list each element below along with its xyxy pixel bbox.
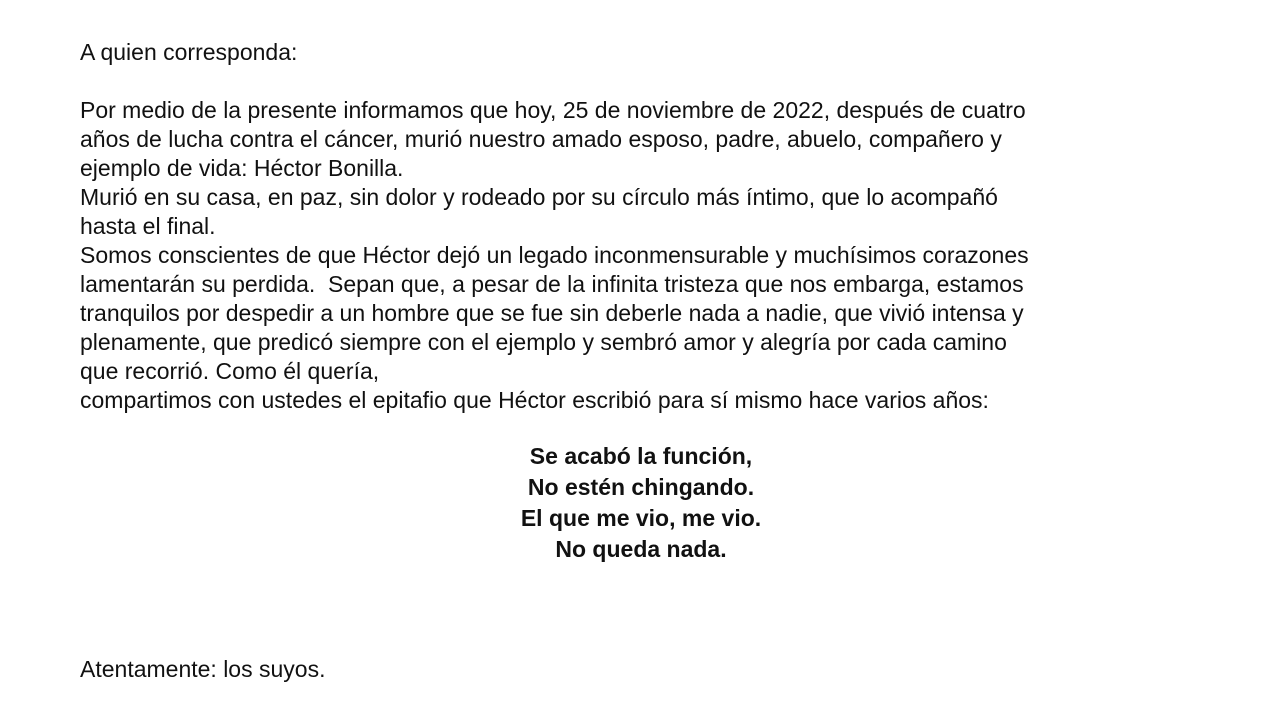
body-line: tranquilos por despedir a un hombre que se fue sin deberle nada a nadie, que vivió intensa y (80, 300, 1024, 326)
epitaph-line: No estén chingando. (527, 474, 755, 500)
body-line: Por medio de la presente informamos que hoy, 25 de noviembre de 2022, después de cuatro (80, 97, 1026, 123)
closing-signature: Atentamente: los suyos. (80, 656, 326, 682)
body-line: hasta el final. (80, 213, 216, 239)
epitaph (0, 441, 1280, 565)
letter-body (80, 38, 1220, 415)
letter-paragraph (80, 96, 1220, 415)
body-line: ejemplo de vida: Héctor Bonilla. (80, 155, 404, 181)
body-line: Somos conscientes de que Héctor dejó un legado inconmensurable y muchísimos corazones (80, 242, 1029, 268)
body-line: Murió en su casa, en paz, sin dolor y rodeado por su círculo más íntimo, que lo acompañó (80, 184, 998, 210)
body-line: años de lucha contra el cáncer, murió nuestro amado esposo, padre, abuelo, compañero y (80, 126, 1002, 152)
body-line: lamentarán su perdida. Sepan que, a pesar de la infinita tristeza que nos embarga, estamos (80, 271, 1024, 297)
salutation: A quien corresponda: (80, 39, 298, 65)
epitaph-line: Se acabó la función, (529, 443, 753, 469)
epitaph-line: No queda nada. (555, 536, 727, 562)
epitaph-line: El que me vio, me vio. (520, 505, 762, 531)
body-line: plenamente, que predicó siempre con el ejemplo y sembró amor y alegría por cada camino (80, 329, 1007, 355)
body-line: compartimos con ustedes el epitafio que Héctor escribió para sí mismo hace varios años: (80, 387, 989, 413)
body-line: que recorrió. Como él quería, (80, 358, 380, 384)
